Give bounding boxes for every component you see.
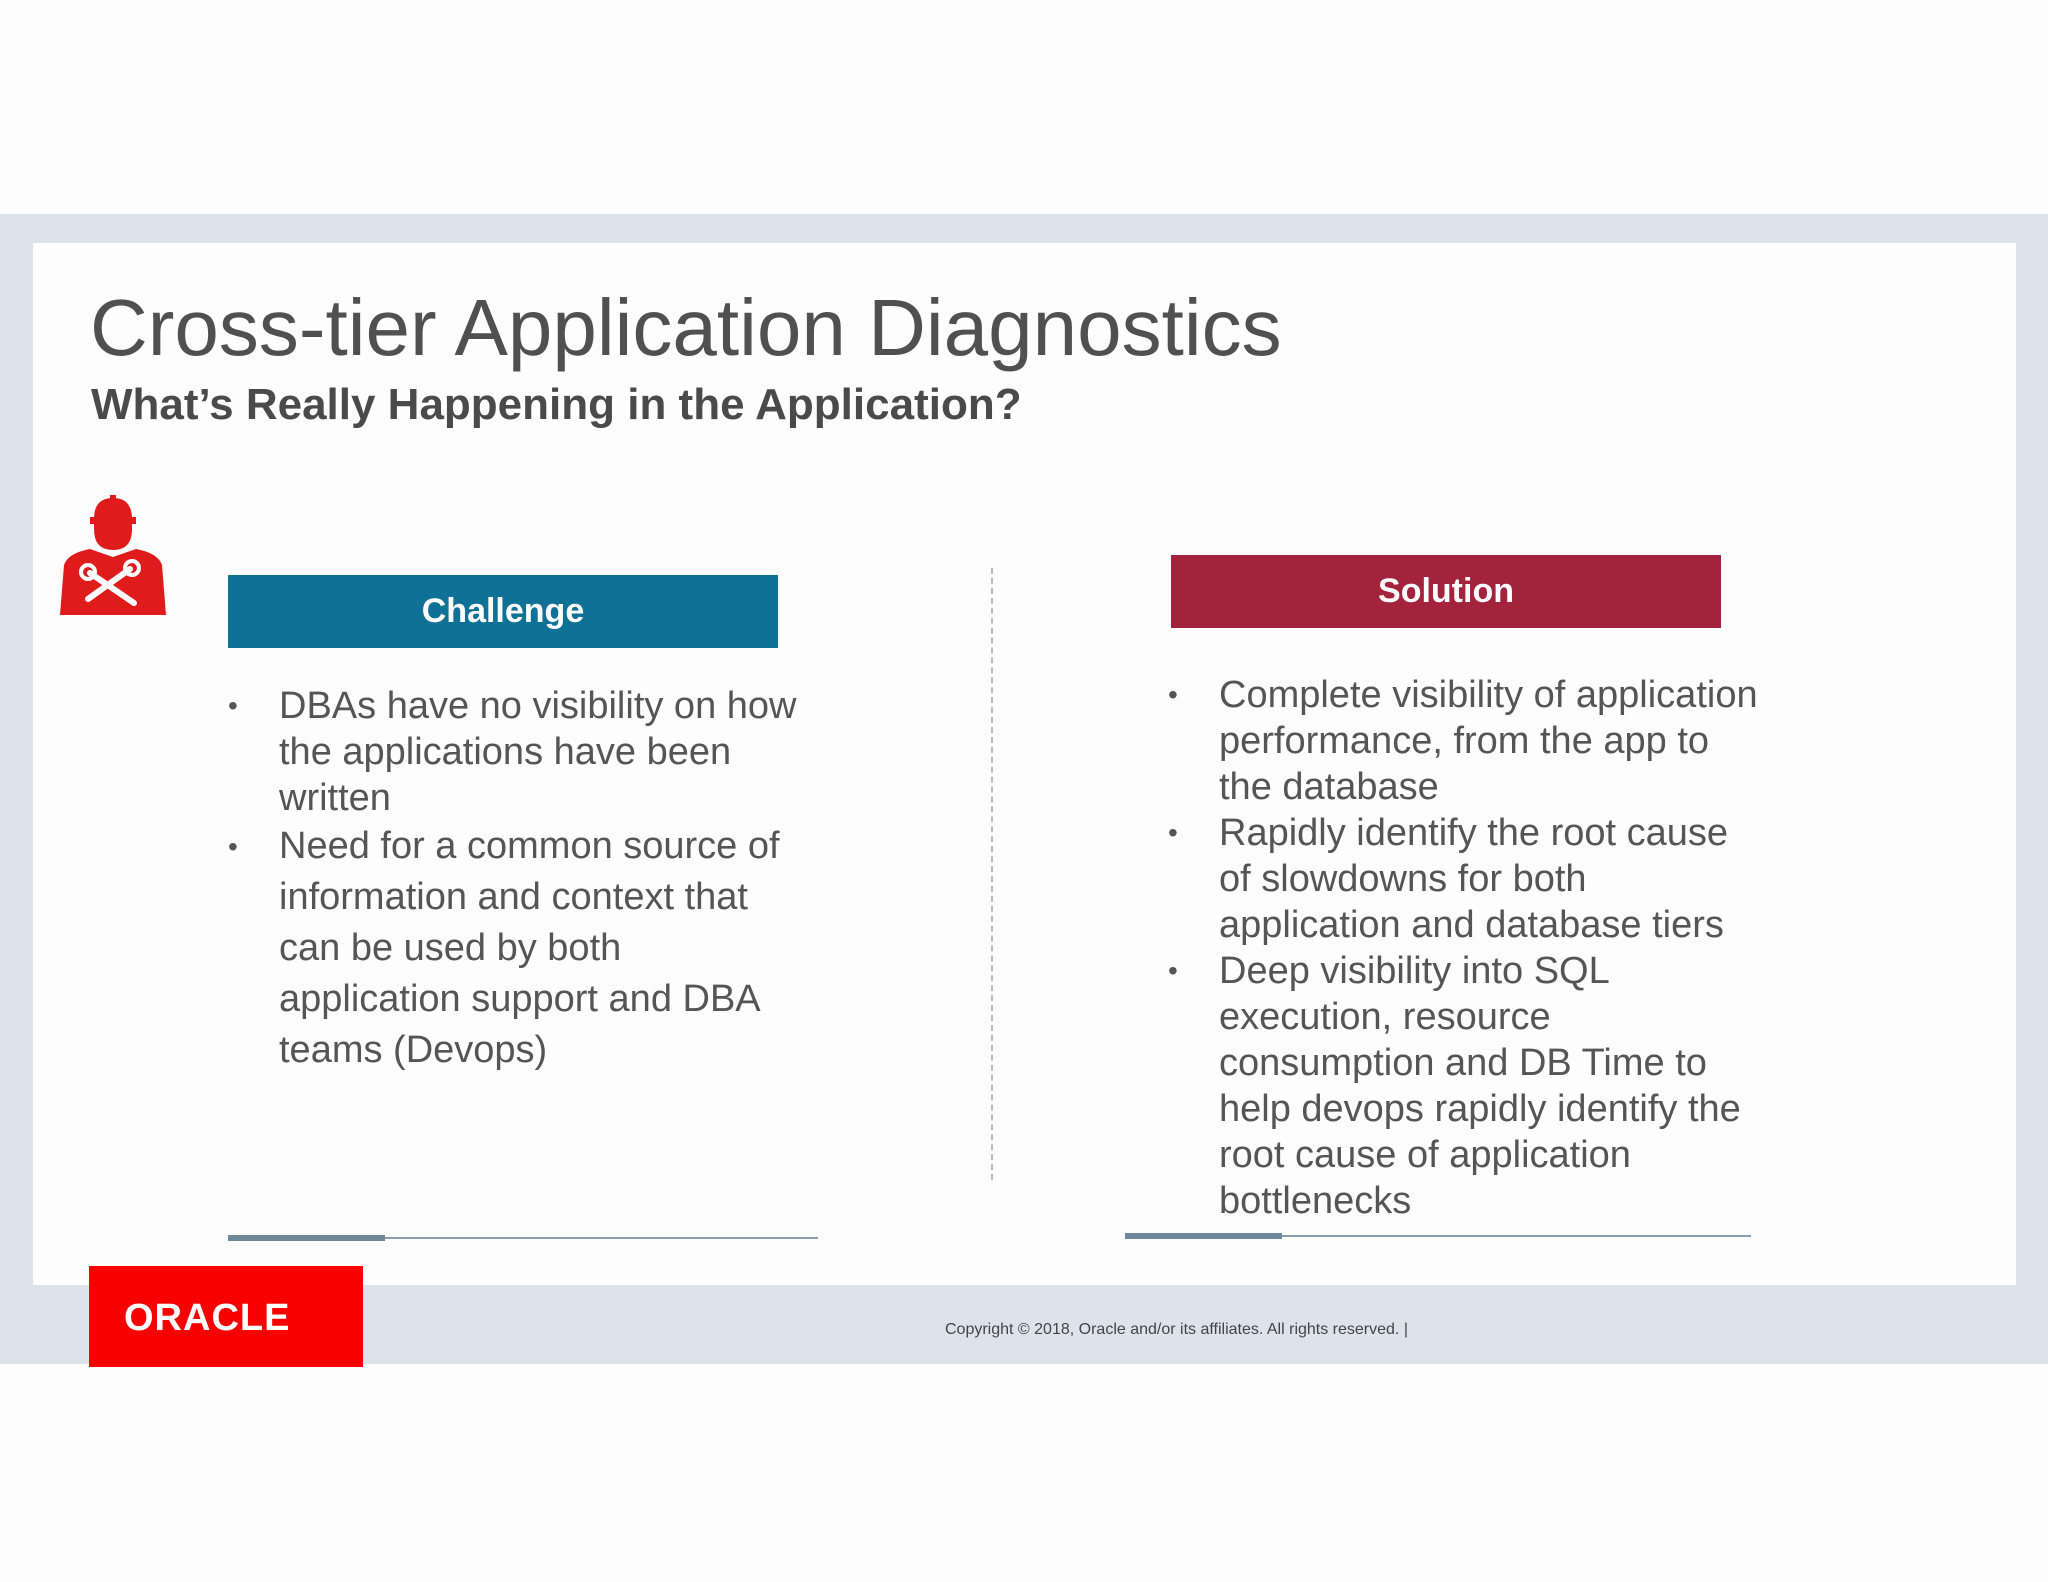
challenge-underline <box>228 1237 818 1239</box>
bullet-icon: • <box>228 831 238 862</box>
list-item <box>228 683 808 821</box>
worker-with-tools-icon <box>60 495 166 615</box>
solution-header <box>1171 555 1721 628</box>
solution-list <box>1168 672 1768 1224</box>
copyright-text: Copyright © 2018, Oracle and/or its affiliates. All rights reserved. | <box>945 1321 1408 1338</box>
challenge-header <box>228 575 778 648</box>
bullet-icon: • <box>1168 817 1178 848</box>
svg-text:ORACLE: ORACLE <box>124 1296 291 1337</box>
oracle-wordmark-icon <box>124 1297 328 1337</box>
list-item <box>1168 948 1768 1224</box>
bullet-text: Need for a common source of information and context that can be used by both application support and DBA teams (Devops) <box>279 825 780 1071</box>
slide-title: Cross-tier Application Diagnostics <box>90 283 1282 372</box>
solution-header-label: Solution <box>1378 572 1514 610</box>
challenge-header-label: Challenge <box>421 592 585 630</box>
slide-subtitle: What’s Really Happening in the Application? <box>91 380 1022 429</box>
bullet-text: Rapidly identify the root cause of slowdowns for both application and database tiers <box>1219 812 1729 946</box>
bullet-icon: • <box>228 690 238 721</box>
bullet-text: Complete visibility of application performance, from the app to the database <box>1219 674 1758 808</box>
list-item <box>228 821 808 1076</box>
solution-underline <box>1125 1235 1751 1237</box>
list-item <box>1168 810 1768 948</box>
column-divider <box>991 568 993 1180</box>
bullet-text: Deep visibility into SQL execution, resource consumption and DB Time to help devops rapidly identify the root cause of application bottlenecks <box>1219 950 1741 1222</box>
oracle-logo <box>89 1266 363 1367</box>
bullet-icon: • <box>1168 955 1178 986</box>
bullet-text: DBAs have no visibility on how the applications have been written <box>279 685 797 819</box>
underline-accent <box>1125 1233 1282 1239</box>
list-item <box>1168 672 1768 810</box>
underline-accent <box>228 1235 385 1241</box>
challenge-list <box>228 683 808 1076</box>
bullet-icon: • <box>1168 679 1178 710</box>
